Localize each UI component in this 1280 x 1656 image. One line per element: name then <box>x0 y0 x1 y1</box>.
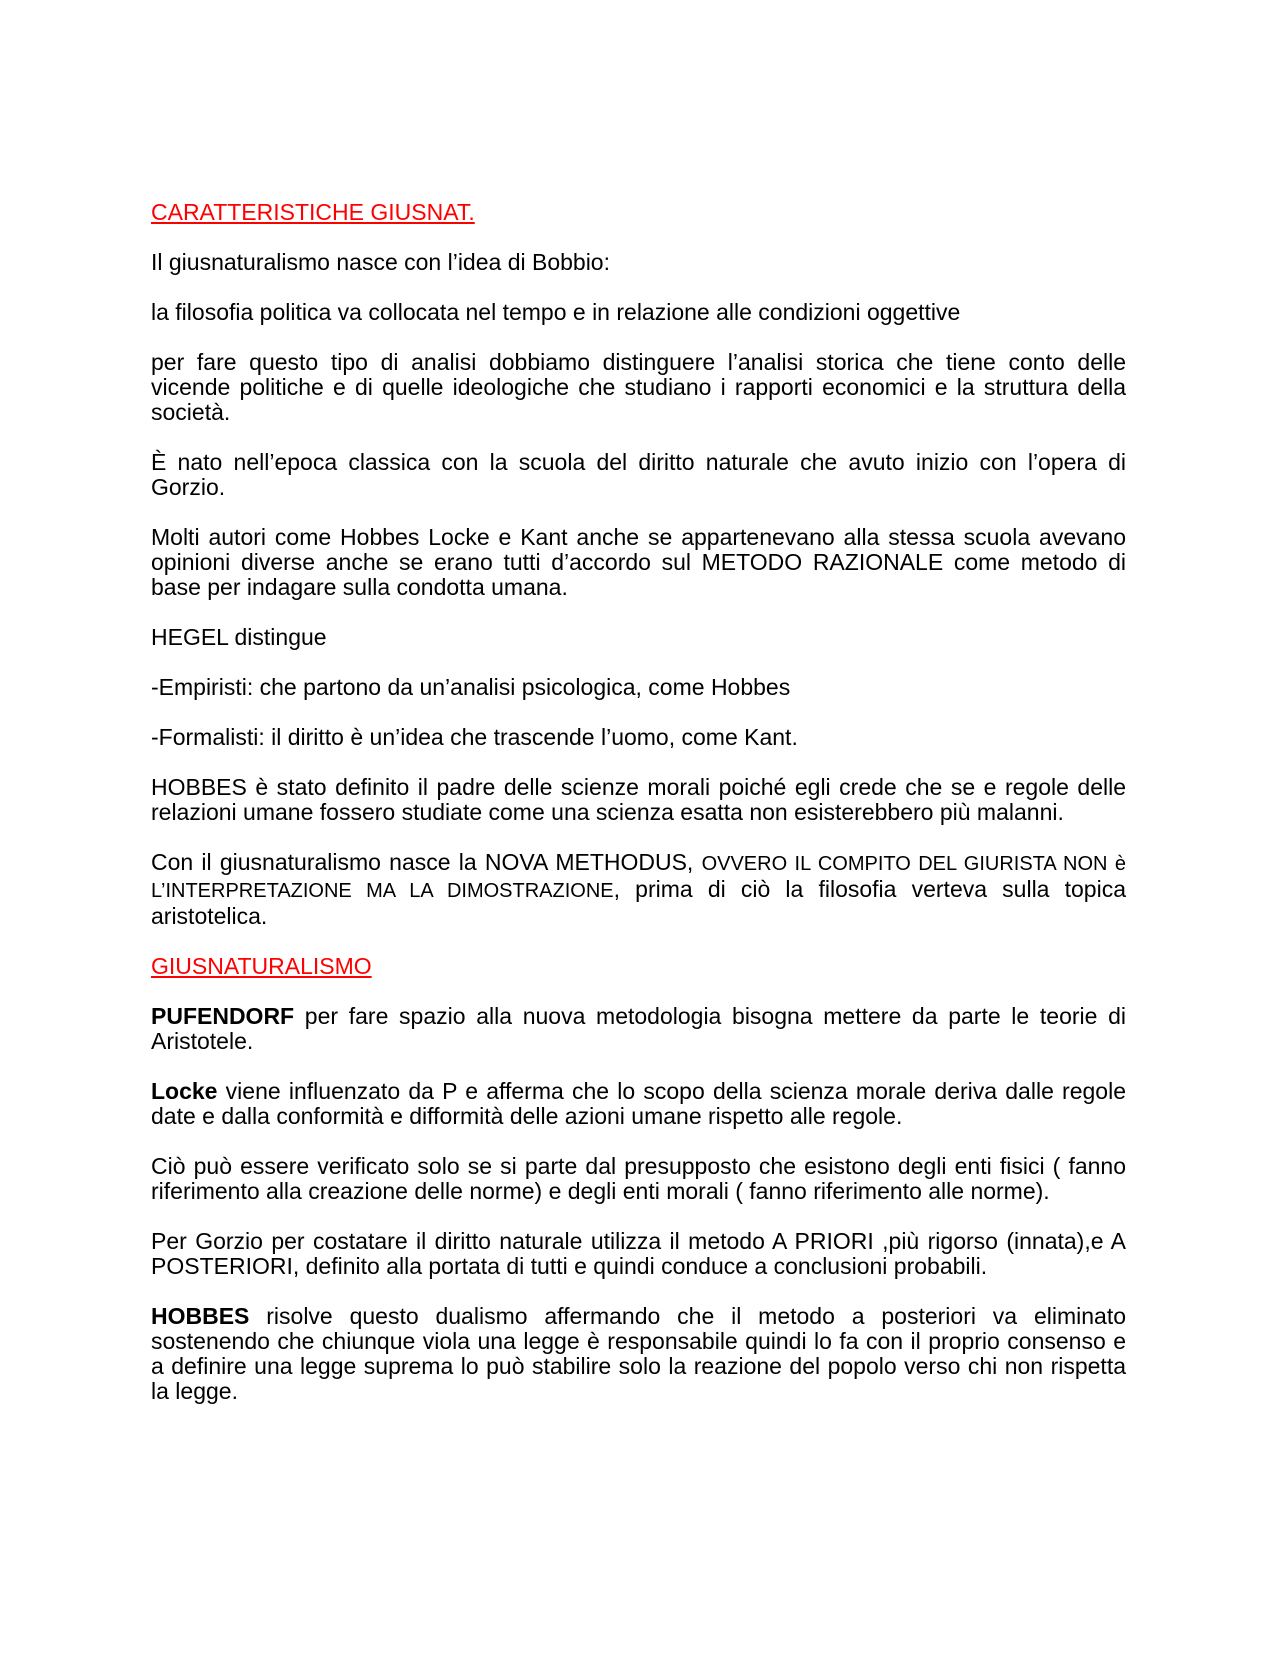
paragraph-metodo-razionale: Molti autori come Hobbes Locke e Kant anche se appartenevano alla stessa scuola avevano opinioni diverse anche se erano tutti d’accordo sul METODO RAZIONALE come metodo di base per indagare sulla condotta umana. <box>151 524 1126 600</box>
paragraph-pufendorf <box>151 1004 1126 1054</box>
section-heading-giusnaturalismo: GIUSNATURALISMO <box>151 953 372 979</box>
pufendorf-name: PUFENDORF <box>151 1003 295 1029</box>
paragraph-locke <box>151 1079 1126 1129</box>
paragraph-filosofia-politica: la filosofia politica va collocata nel tempo e in relazione alle condizioni oggettive <box>151 299 961 325</box>
paragraph-hobbes-dualismo <box>151 1304 1126 1404</box>
nova-methodus-caps: OVVERO IL COMPITO DEL GIURISTA NON è L’INTERPRETAZIONE MA LA DIMOSTRAZIONE <box>151 853 1126 902</box>
nova-methodus-text: Con il giusnaturalismo nasce la NOVA METHODUS, <box>151 849 702 875</box>
paragraph-hobbes-scienze-morali: HOBBES è stato definito il padre delle scienze morali poiché egli crede che se e regole delle relazioni umane fossero studiate come una scienza esatta non esisterebbero più malanni. <box>151 774 1126 825</box>
paragraph-formalisti: -Formalisti: il diritto è un’idea che trascende l’uomo, come Kant. <box>151 724 798 750</box>
section-heading-caratteristiche: CARATTERISTICHE GIUSNAT. <box>151 199 475 225</box>
paragraph-hegel: HEGEL distingue <box>151 624 327 650</box>
hobbes-text: risolve questo dualismo affermando che il metodo a posteriori va eliminato sostenendo che chiunque viola una legge è responsabile quindi lo fa con il proprio consenso e a definire una legge suprema lo può stabilire solo la reazione del popolo verso chi non rispetta la legge. <box>151 1303 1126 1404</box>
hobbes-name: HOBBES <box>151 1303 250 1329</box>
paragraph-nova-methodus <box>151 850 1126 929</box>
paragraph-epoca-classica: È nato nell’epoca classica con la scuola del diritto naturale che avuto inizio con l’opera di Gorzio. <box>151 449 1126 500</box>
locke-name: Locke <box>151 1078 218 1104</box>
paragraph-enti-fisici-morali: Ciò può essere verificato solo se si parte dal presupposto che esistono degli enti fisici ( fanno riferimento alla creazione delle norme) e degli enti morali ( fanno riferimento alle norme). <box>151 1153 1126 1204</box>
paragraph-analisi-storica: per fare questo tipo di analisi dobbiamo distinguere l’analisi storica che tiene conto delle vicende politiche e di quelle ideologiche che studiano i rapporti economici e la struttura della società. <box>151 349 1126 425</box>
pufendorf-text: per fare spazio alla nuova metodologia bisogna mettere da parte le teorie di Aristotele. <box>151 1003 1126 1054</box>
document-page <box>151 200 1126 1429</box>
paragraph-empiristi: -Empiristi: che partono da un’analisi psicologica, come Hobbes <box>151 674 791 700</box>
paragraph-bobbio: Il giusnaturalismo nasce con l’idea di Bobbio: <box>151 249 610 275</box>
locke-text: viene influenzato da P e afferma che lo scopo della scienza morale deriva dalle regole date e dalla conformità e difformità delle azioni umane rispetto alle regole. <box>151 1078 1126 1129</box>
nova-methodus-after: , prima di ciò la filosofia verteva sulla topica aristotelica. <box>151 876 1126 929</box>
paragraph-a-priori-posteriori: Per Gorzio per costatare il diritto naturale utilizza il metodo A PRIORI ,più rigorso (innata),e A POSTERIORI, definito alla portata di tutti e quindi conduce a conclusioni probabili. <box>151 1228 1126 1279</box>
